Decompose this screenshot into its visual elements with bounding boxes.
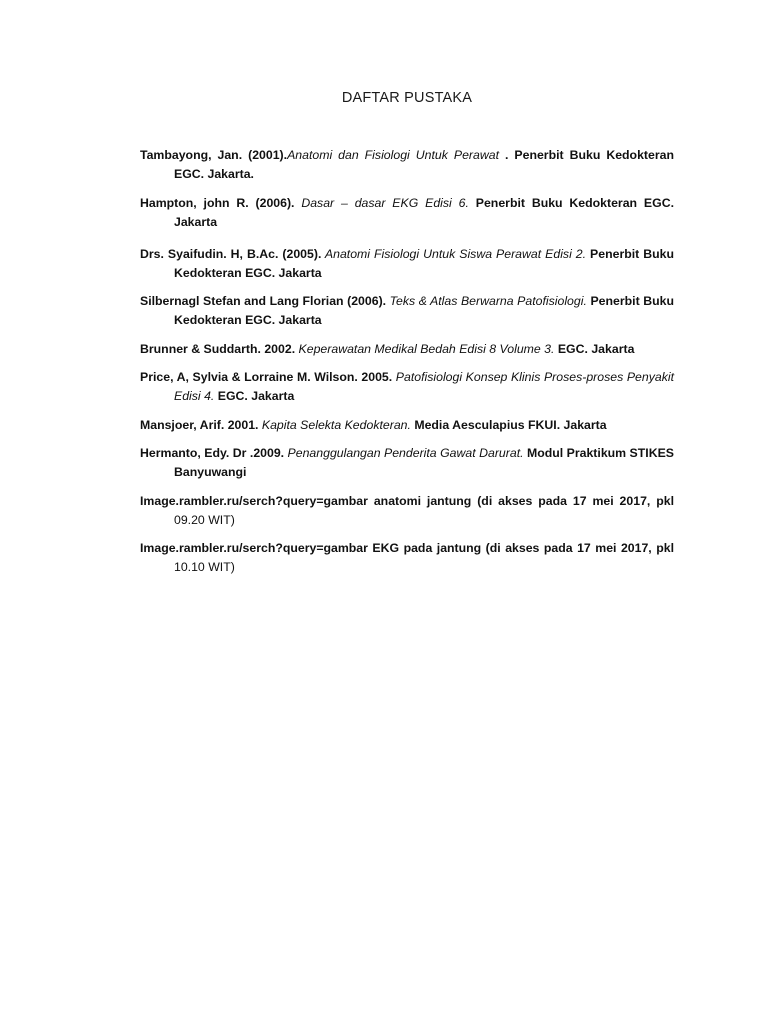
- reference-item: [140, 245, 674, 283]
- reference-access-time: 10.10 WIT): [174, 560, 235, 574]
- reference-title: Penanggulangan Penderita Gawat Darurat.: [284, 446, 524, 460]
- reference-authors: Tambayong, Jan. (2001).: [140, 148, 288, 162]
- reference-item: [140, 292, 674, 330]
- reference-authors: Price, A, Sylvia & Lorraine M. Wilson. 2005.: [140, 370, 393, 384]
- reference-item: [140, 146, 674, 184]
- reference-authors: Hermanto, Edy. Dr .2009.: [140, 446, 285, 460]
- reference-title: Dasar – dasar EKG Edisi 6.: [294, 195, 469, 210]
- reference-title: Anatomi dan Fisiologi Untuk Perawat: [287, 148, 499, 162]
- reference-authors: Mansjoer, Arif. 2001.: [140, 417, 259, 432]
- reference-title: Teks & Atlas Berwarna Patofisiologi.: [386, 294, 587, 308]
- reference-publisher: . Penerbit Buku Kedokteran EGC. Jakarta.: [174, 148, 674, 181]
- reference-item: [140, 444, 674, 482]
- reference-title: Keperawatan Medikal Bedah Edisi 8 Volume 3.: [295, 341, 555, 356]
- reference-publisher: EGC. Jakarta: [554, 341, 635, 356]
- reference-item: [140, 194, 674, 232]
- reference-item: [140, 539, 674, 577]
- reference-url: Image.rambler.ru/serch?query=gambar EKG pada jantung (di akses pada 17 mei 2017, pkl: [140, 541, 674, 555]
- reference-item: [140, 492, 674, 530]
- reference-authors: Hampton, john R. (2006).: [140, 195, 295, 210]
- reference-title: Anatomi Fisiologi Untuk Siswa Perawat Edisi 2.: [321, 246, 587, 261]
- reference-publisher: Penerbit Buku Kedokteran EGC. Jakarta: [174, 294, 674, 327]
- reference-publisher: Penerbit Buku Kedokteran EGC. Jakarta: [174, 246, 674, 280]
- reference-authors: Brunner & Suddarth. 2002.: [140, 341, 296, 356]
- reference-authors: Silbernagl Stefan and Lang Florian (2006).: [140, 294, 387, 308]
- reference-item: [140, 416, 674, 435]
- reference-publisher: Modul Praktikum STIKES Banyuwangi: [174, 446, 674, 479]
- reference-publisher: Penerbit Buku Kedokteran EGC. Jakarta: [174, 195, 674, 229]
- reference-access-time: 09.20 WIT): [174, 512, 235, 527]
- reference-title: Kapita Selekta Kedokteran.: [258, 417, 411, 432]
- reference-authors: Drs. Syaifudin. H, B.Ac. (2005).: [140, 246, 322, 261]
- page-title: DAFTAR PUSTAKA: [341, 90, 473, 106]
- reference-list: [140, 146, 674, 587]
- reference-url: Image.rambler.ru/serch?query=gambar anatomi jantung (di akses pada 17 mei 2017, pkl: [140, 493, 674, 508]
- reference-title: Patofisiologi Konsep Klinis Proses-proses Penyakit Edisi 4.: [174, 370, 674, 403]
- reference-item: [140, 340, 674, 359]
- reference-publisher: Media Aesculapius FKUI. Jakarta: [410, 417, 607, 432]
- reference-publisher: EGC. Jakarta: [214, 389, 295, 403]
- reference-item: [140, 368, 674, 406]
